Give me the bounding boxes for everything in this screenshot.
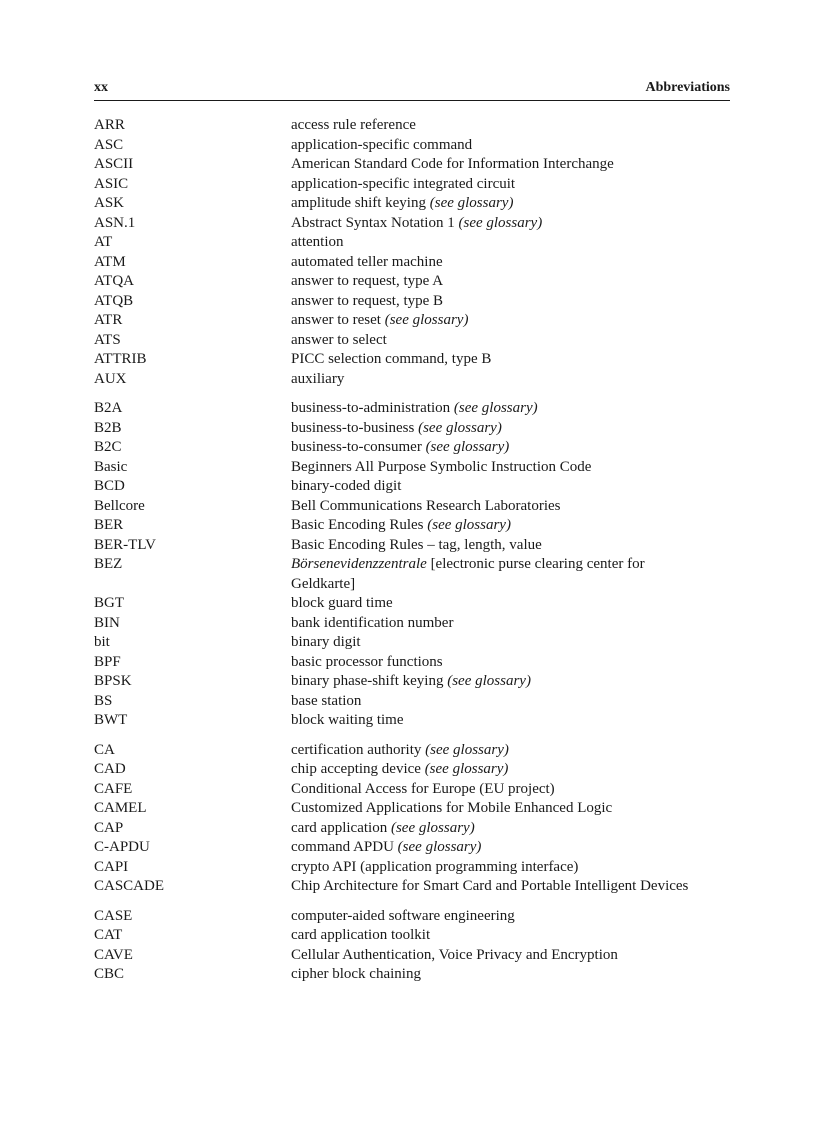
abbreviation-term: CAPI <box>94 858 129 875</box>
definition-text: business-to-business <box>291 419 415 436</box>
abbreviation-entry <box>94 907 734 927</box>
abbreviation-definition <box>291 155 701 175</box>
definition-text: binary phase-shift keying <box>291 673 444 689</box>
abbreviation-group <box>94 399 734 731</box>
abbreviation-term: BEZ <box>94 556 123 572</box>
abbreviation-entry <box>94 253 734 273</box>
abbreviation-definition <box>291 272 701 292</box>
abbreviation-group <box>94 907 734 985</box>
abbreviation-term: CAD <box>94 761 126 777</box>
definition-text: application-specific integrated circuit <box>291 175 516 192</box>
abbreviation-entry <box>94 711 734 731</box>
definition-text: answer to select <box>291 331 387 348</box>
abbreviation-term: ATTRIB <box>94 351 147 367</box>
abbreviation-term: BPF <box>94 653 121 670</box>
abbreviation-definition <box>291 926 701 946</box>
abbreviation-definition <box>291 253 701 273</box>
see-glossary-note: (see glossary) <box>458 214 543 231</box>
abbreviation-term: B2A <box>94 400 123 416</box>
abbreviation-term: ATS <box>94 331 121 348</box>
abbreviation-entry <box>94 399 734 419</box>
abbreviation-entry <box>94 780 734 800</box>
abbreviation-term: CAP <box>94 819 124 836</box>
abbreviation-term: BGT <box>94 595 124 611</box>
abbreviation-entry <box>94 272 734 292</box>
abbreviation-term: ATQB <box>94 292 134 309</box>
abbreviation-term: BIN <box>94 614 120 631</box>
abbreviation-term: ASN.1 <box>94 214 136 231</box>
see-glossary-note: (see glossary) <box>424 761 509 777</box>
abbreviation-definition <box>291 477 701 497</box>
definition-text: Customized Applications for Mobile Enhanced Logic <box>291 800 613 816</box>
abbreviation-term: bit <box>94 634 110 650</box>
abbreviation-entry <box>94 555 734 594</box>
definition-text: card application <box>291 819 388 836</box>
abbreviation-entry <box>94 799 734 819</box>
abbreviation-entry <box>94 419 734 439</box>
see-glossary-note: (see glossary) <box>397 839 482 855</box>
abbreviation-entry <box>94 946 734 966</box>
abbreviation-definition <box>291 214 701 234</box>
abbreviation-definition <box>291 399 701 419</box>
definition-text: automated teller machine <box>291 253 443 270</box>
abbreviation-definition <box>291 350 701 370</box>
abbreviation-definition <box>291 780 701 800</box>
abbreviation-definition <box>291 946 701 966</box>
definition-text: Basic Encoding Rules <box>291 517 424 533</box>
abbreviation-definition <box>291 692 701 712</box>
abbreviation-definition <box>291 311 701 331</box>
abbreviation-entry <box>94 536 734 556</box>
abbreviation-term: AT <box>94 234 113 250</box>
abbreviation-term: ATR <box>94 312 123 328</box>
abbreviation-term: BS <box>94 692 113 709</box>
abbreviation-definition <box>291 555 701 594</box>
abbreviation-entry <box>94 692 734 712</box>
abbreviation-definition <box>291 965 701 985</box>
abbreviation-term: CAFE <box>94 780 133 797</box>
definition-text: Chip Architecture for Smart Card and Portable Intelligent Devices <box>291 878 689 894</box>
abbreviation-definition <box>291 516 701 536</box>
definition-text: basic processor functions <box>291 653 443 670</box>
abbreviation-term: CAMEL <box>94 800 147 816</box>
abbreviation-entry <box>94 760 734 780</box>
abbreviation-definition <box>291 136 701 156</box>
abbreviation-entry <box>94 838 734 858</box>
definition-text: answer to request, type B <box>291 292 444 309</box>
abbreviation-definition <box>291 799 701 819</box>
definition-text: answer to reset <box>291 312 381 328</box>
definition-text: certification authority <box>291 741 422 758</box>
abbreviation-term: ASIC <box>94 175 129 192</box>
definition-text: attention <box>291 234 344 250</box>
abbreviation-term: BER-TLV <box>94 536 156 553</box>
abbreviation-entry <box>94 311 734 331</box>
abbreviation-entry <box>94 633 734 653</box>
abbreviation-entry <box>94 194 734 214</box>
abbreviation-term: BER <box>94 517 124 533</box>
abbreviation-definition <box>291 419 701 439</box>
definition-text: application-specific command <box>291 136 473 153</box>
definition-text: [electronic purse clearing center for Geldkarte] <box>291 556 645 592</box>
see-glossary-note: (see glossary) <box>384 312 469 328</box>
abbreviation-definition <box>291 858 701 878</box>
abbreviation-entry <box>94 116 734 136</box>
see-glossary-note: (see glossary) <box>427 517 511 533</box>
definition-text: American Standard Code for Information Interchange <box>291 156 614 172</box>
see-glossary-note: (see glossary) <box>447 673 531 689</box>
abbreviation-definition <box>291 331 701 351</box>
abbreviation-definition <box>291 653 701 673</box>
abbreviation-definition <box>291 633 701 653</box>
abbreviation-entry <box>94 497 734 517</box>
abbreviation-entry <box>94 516 734 536</box>
abbreviation-definition <box>291 614 701 634</box>
abbreviation-entry <box>94 331 734 351</box>
abbreviation-entry <box>94 477 734 497</box>
definition-text: Basic Encoding Rules – tag, length, value <box>291 536 542 553</box>
abbreviation-term: ASC <box>94 136 124 153</box>
abbreviation-definition <box>291 741 701 761</box>
abbreviation-term: ASK <box>94 195 125 211</box>
abbreviation-entry <box>94 370 734 390</box>
abbreviation-term: CBC <box>94 966 125 982</box>
definition-text: chip accepting device <box>291 761 421 777</box>
abbreviation-entry <box>94 653 734 673</box>
abbreviation-definition <box>291 116 701 136</box>
see-glossary-note: (see glossary) <box>390 819 475 836</box>
see-glossary-note: (see glossary) <box>425 741 509 758</box>
abbreviation-group <box>94 741 734 897</box>
abbreviation-term: C-APDU <box>94 839 150 855</box>
abbreviation-entry <box>94 136 734 156</box>
abbreviation-term: BCD <box>94 478 125 494</box>
see-glossary-note: (see glossary) <box>429 195 514 211</box>
definition-text: block waiting time <box>291 712 404 728</box>
abbreviation-entry <box>94 175 734 195</box>
definition-text: binary digit <box>291 634 361 650</box>
definition-text: business-to-consumer <box>291 439 422 455</box>
definition-text: amplitude shift keying <box>291 195 426 211</box>
abbreviation-entry <box>94 458 734 478</box>
abbreviation-entry <box>94 858 734 878</box>
abbreviation-entry <box>94 594 734 614</box>
definition-text: base station <box>291 692 362 709</box>
definition-text: PICC selection command, type B <box>291 351 492 367</box>
page-number: xx <box>94 80 108 95</box>
abbreviation-definition <box>291 175 701 195</box>
abbreviation-entry <box>94 155 734 175</box>
definition-text: Bell Communications Research Laboratories <box>291 497 561 514</box>
definition-text: access rule reference <box>291 117 416 133</box>
abbreviation-entry <box>94 672 734 692</box>
definition-text: binary-coded digit <box>291 478 402 494</box>
definition-text: business-to-administration <box>291 400 451 416</box>
abbreviation-definition <box>291 194 701 214</box>
abbreviation-definition <box>291 536 701 556</box>
abbreviation-term: CAVE <box>94 946 133 963</box>
abbreviation-definition <box>291 292 701 312</box>
abbreviation-term: Bellcore <box>94 497 145 514</box>
abbreviation-term: CA <box>94 741 115 758</box>
abbreviation-definition <box>291 711 701 731</box>
definition-text: computer-aided software engineering <box>291 907 515 924</box>
definition-text: Beginners All Purpose Symbolic Instruction Code <box>291 458 592 475</box>
definition-text: Conditional Access for Europe (EU project) <box>291 780 555 797</box>
definition-text: Abstract Syntax Notation 1 <box>291 214 455 231</box>
definition-text: block guard time <box>291 595 393 611</box>
abbreviation-term: B2C <box>94 439 122 455</box>
definition-text: Cellular Authentication, Voice Privacy and Encryption <box>291 946 618 963</box>
see-glossary-note: (see glossary) <box>453 400 538 416</box>
abbreviation-entry <box>94 350 734 370</box>
definition-text: card application toolkit <box>291 927 431 943</box>
abbreviation-definition <box>291 497 701 517</box>
abbreviation-entry <box>94 292 734 312</box>
abbreviation-definition <box>291 233 701 253</box>
definition-text: auxiliary <box>291 370 345 387</box>
abbreviation-entry <box>94 614 734 634</box>
abbreviation-definition <box>291 594 701 614</box>
abbreviation-term: CASCADE <box>94 878 165 894</box>
abbreviation-term: ATQA <box>94 273 134 289</box>
definition-text: crypto API (application programming interface) <box>291 858 579 875</box>
definition-text: cipher block chaining <box>291 966 421 982</box>
abbreviation-entry <box>94 877 734 897</box>
abbreviation-entry <box>94 233 734 253</box>
abbreviation-term: AUX <box>94 370 127 387</box>
definition-italic-term: Börsenevidenzzentrale <box>291 556 427 572</box>
abbreviation-definition <box>291 877 701 897</box>
abbreviation-entry <box>94 926 734 946</box>
abbreviation-entry <box>94 214 734 234</box>
abbreviation-term: B2B <box>94 419 122 436</box>
see-glossary-note: (see glossary) <box>418 419 502 436</box>
definition-text: command APDU <box>291 839 394 855</box>
page-header <box>94 78 730 101</box>
abbreviation-term: CASE <box>94 907 133 924</box>
abbreviation-term: BWT <box>94 712 128 728</box>
abbreviation-definition <box>291 438 701 458</box>
definition-text: answer to request, type A <box>291 273 444 289</box>
definition-text: bank identification number <box>291 614 454 631</box>
abbreviation-definition <box>291 370 701 390</box>
abbreviation-definition <box>291 760 701 780</box>
abbreviation-term: BPSK <box>94 673 132 689</box>
abbreviation-term: Basic <box>94 458 128 475</box>
abbreviation-entry <box>94 819 734 839</box>
abbreviation-list <box>94 116 734 995</box>
see-glossary-note: (see glossary) <box>425 439 510 455</box>
abbreviation-definition <box>291 819 701 839</box>
abbreviation-group <box>94 116 734 389</box>
abbreviation-term: ASCII <box>94 156 134 172</box>
abbreviation-entry <box>94 438 734 458</box>
abbreviation-definition <box>291 838 701 858</box>
abbreviation-term: CAT <box>94 927 123 943</box>
abbreviation-term: ATM <box>94 253 126 270</box>
abbreviation-definition <box>291 907 701 927</box>
abbreviation-term: ARR <box>94 117 125 133</box>
abbreviation-entry <box>94 965 734 985</box>
abbreviation-definition <box>291 458 701 478</box>
abbreviation-entry <box>94 741 734 761</box>
abbreviation-definition <box>291 672 701 692</box>
section-title: Abbreviations <box>645 80 730 95</box>
